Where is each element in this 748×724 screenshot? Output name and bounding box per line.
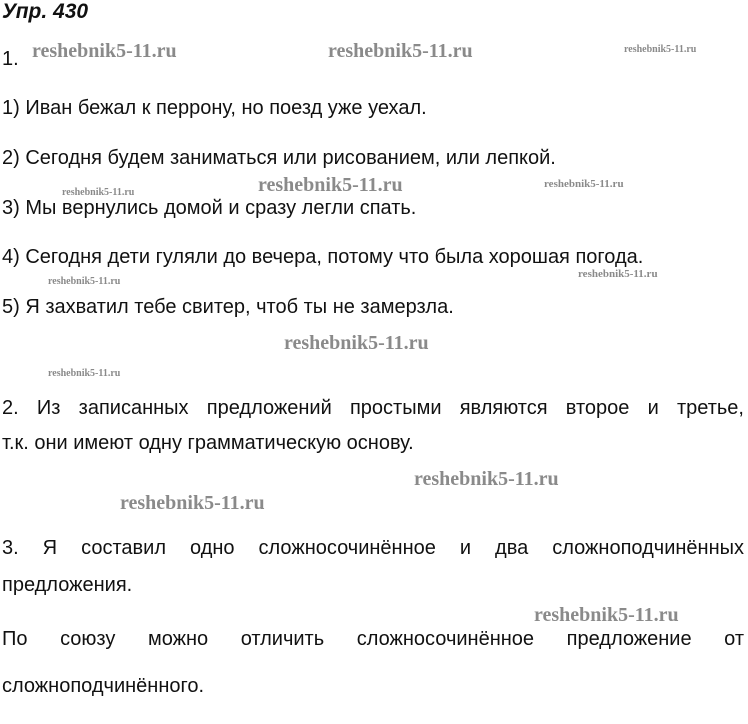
watermark: reshebnik5-11.ru: [328, 40, 473, 62]
watermark: reshebnik5-11.ru: [534, 604, 679, 626]
watermark: reshebnik5-11.ru: [32, 40, 177, 62]
sentence-4: 4) Сегодня дети гуляли до вечера, потому что была хорошая погода.: [2, 246, 644, 268]
part2-line-1: 2. Из записанных предложений простыми являются второе и третье,: [2, 397, 744, 419]
watermark: reshebnik5-11.ru: [414, 468, 559, 490]
watermark: reshebnik5-11.ru: [258, 174, 403, 196]
watermark: reshebnik5-11.ru: [544, 178, 624, 190]
sentence-3: 3) Мы вернулись домой и сразу легли спать.: [2, 197, 417, 219]
sentence-2: 2) Сегодня будем заниматься или рисованием, или лепкой.: [2, 147, 556, 169]
watermark: reshebnik5-11.ru: [62, 187, 135, 198]
watermark: reshebnik5-11.ru: [624, 44, 697, 55]
part3-line-4: сложноподчинённого.: [2, 675, 205, 697]
part2-line-2: т.к. они имеют одну грамматическую основу.: [2, 432, 414, 454]
part3-line-3: По союзу можно отличить сложносочинённое предложение от: [2, 628, 744, 650]
watermark: reshebnik5-11.ru: [48, 368, 121, 379]
part3-line-1: 3. Я составил одно сложносочинённое и два сложноподчинённых: [2, 537, 744, 559]
part3-line-2: предложения.: [2, 574, 133, 596]
watermark: reshebnik5-11.ru: [120, 492, 265, 514]
sentence-5: 5) Я захватил тебе свитер, чтоб ты не замерзла.: [2, 296, 454, 318]
sentence-1: 1) Иван бежал к перрону, но поезд уже уехал.: [2, 97, 427, 119]
part1-label: 1.: [2, 48, 19, 70]
exercise-title: Упр. 430: [2, 0, 89, 23]
watermark: reshebnik5-11.ru: [284, 332, 429, 354]
watermark: reshebnik5-11.ru: [48, 276, 121, 287]
watermark: reshebnik5-11.ru: [578, 268, 658, 280]
